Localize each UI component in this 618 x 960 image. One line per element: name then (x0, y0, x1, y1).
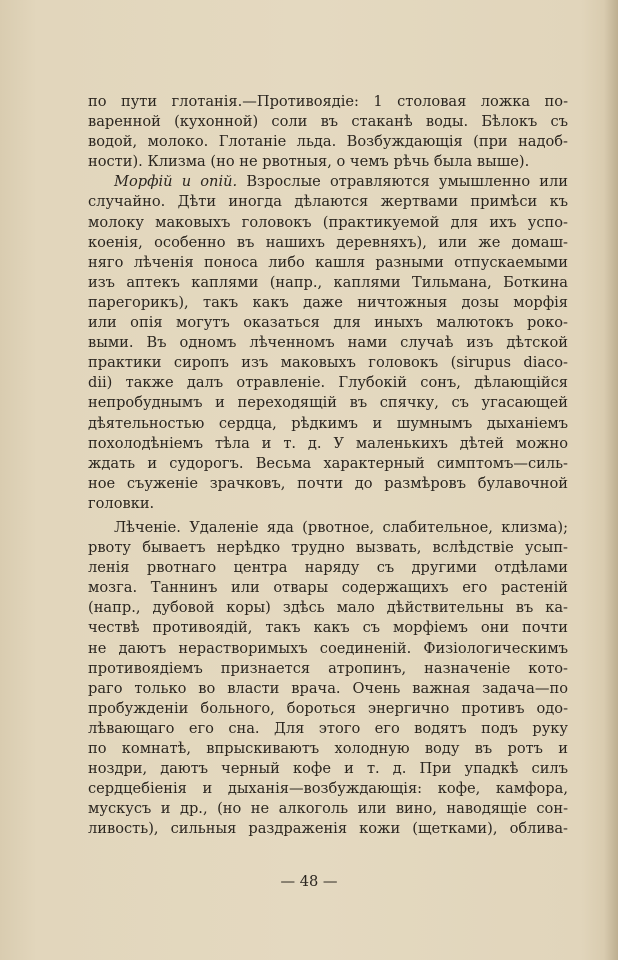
text-line: Лѣченіе. Удаленіе яда (рвотное, слабительное, клизма); (114, 518, 568, 536)
page-number: — 48 — (280, 873, 338, 890)
text-line: ности). Клизма (но не рвотныя, о чемъ рѣчь была выше). (88, 153, 530, 171)
text-line: мускусъ и др., (но не алкоголь или вино, наводящіе сон- (88, 800, 568, 818)
text-line: случайно. Дѣти иногда дѣлаются жертвами примѣси къ (88, 193, 568, 211)
text-line: парегорикъ), такъ какъ даже ничтожныя дозы морфія (88, 293, 568, 311)
text-line: ноздри, даютъ черный кофе и т. д. При упадкѣ силъ (88, 760, 568, 778)
text-line: непробуднымъ и переходящій въ спячку, съ угасающей (88, 394, 568, 412)
text-line: лѣвающаго его сна. Для этого его водятъ подъ руку (88, 719, 568, 737)
text-line: не даютъ нерастворимыхъ соединеній. Физіологическимъ (88, 639, 568, 657)
text-line: практики сиропъ изъ маковыхъ головокъ (sirupus diaco- (88, 354, 568, 372)
text-line: (напр., дубовой коры) здѣсь мало дѣйствительны въ ка- (88, 599, 568, 617)
text-line: рвоту бываетъ нерѣдко трудно вызвать, вслѣдствіе усып- (88, 539, 568, 557)
text-line: ливость), сильныя раздраженія кожи (щетками), облива- (88, 820, 568, 838)
paragraph-3 (88, 518, 568, 840)
text-line: молоку маковыхъ головокъ (практикуемой для ихъ успо- (88, 213, 568, 231)
text-line: или опія могутъ оказаться для иныхъ малютокъ роко- (88, 314, 568, 332)
text-line: противоядіемъ признается атропинъ, назначеніе кото- (88, 659, 568, 677)
text-line: ждать и судорогъ. Весьма характерный симптомъ—силь- (88, 454, 568, 472)
text-line: по комнатѣ, впрыскиваютъ холодную воду въ ротъ и (88, 740, 568, 757)
text-line: выми. Въ одномъ лѣченномъ нами случаѣ изъ дѣтской (88, 334, 568, 352)
text-line: раго только во власти врача. Очень важная задача—по (88, 679, 568, 697)
text-line (88, 172, 568, 192)
paragraph-1 (88, 92, 568, 172)
text-line: по пути глотанія.—Противоядіе: 1 столовая ложка по- (88, 93, 568, 110)
text-line: коенія, особенно въ нашихъ деревняхъ), или же домаш- (88, 233, 568, 251)
text-line: похолодѣніемъ тѣла и т. д. У маленькихъ дѣтей можно (88, 434, 568, 452)
text-line: мозга. Таннинъ или отвары содержащихъ его растеній (88, 579, 568, 597)
text-line: ленія рвотнаго центра наряду съ другими отдѣлами (88, 559, 568, 577)
paragraph-2 (88, 172, 568, 514)
paragraph-lead: Морфій и опій. (114, 173, 238, 191)
text-line: варенной (кухонной) соли въ стаканѣ воды. Бѣлокъ съ (88, 113, 568, 131)
text-line: головки. (88, 494, 155, 512)
text-line: дѣятельностью сердца, рѣдкимъ и шумнымъ дыханіемъ (88, 414, 568, 432)
text-line: няго лѣченія поноса либо кашля разными отпускаемыми (88, 253, 568, 271)
text-line: ное съуженіе зрачковъ, почти до размѣровъ булавочной (88, 474, 568, 492)
text-line: сердцебіенія и дыханія—возбуждающія: кофе, камфора, (88, 780, 568, 798)
text-line: изъ аптекъ каплями (напр., каплями Тильмана, Боткина (88, 273, 568, 291)
text-line: dii) также далъ отравленіе. Глубокій сонъ, дѣлающійся (88, 374, 568, 392)
body-text (88, 92, 568, 839)
text-line-rest: Взрослые отравляются умышленно или (246, 173, 569, 191)
text-line: водой, молоко. Глотаніе льда. Возбуждающія (при надоб- (88, 133, 568, 151)
text-line: пробужденіи больного, бороться энергично противъ одо- (88, 699, 568, 717)
text-line: чествѣ противоядій, такъ какъ съ морфіемъ они почти (88, 619, 568, 637)
